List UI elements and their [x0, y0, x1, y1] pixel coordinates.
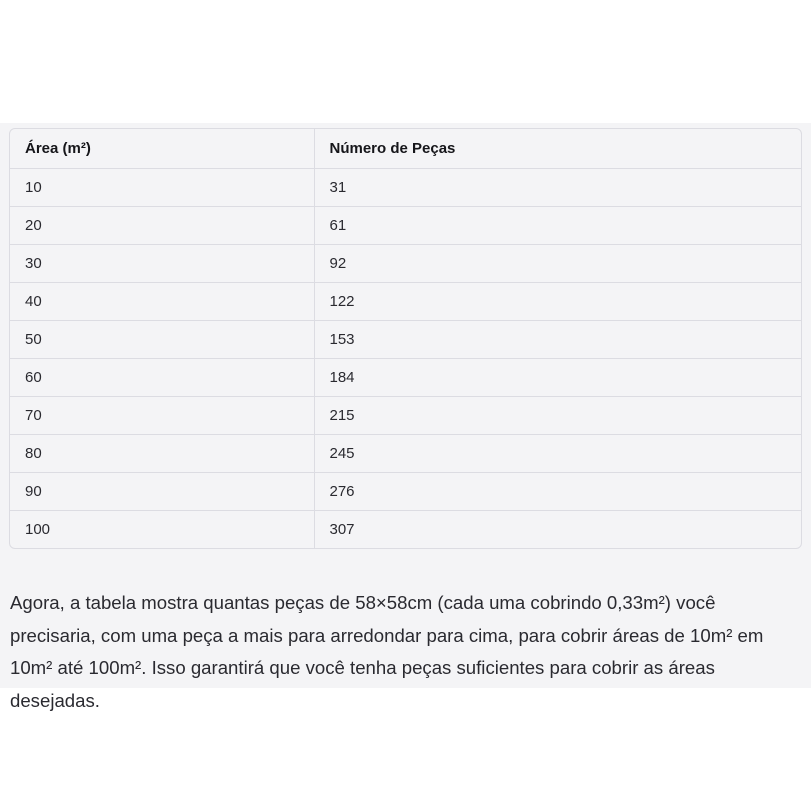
area-cell: 30	[10, 244, 314, 282]
area-cell: 100	[10, 510, 314, 548]
table-row	[10, 244, 801, 282]
pieces-cell: 276	[314, 472, 801, 510]
table-row	[10, 396, 801, 434]
column-header-pieces: Número de Peças	[314, 129, 801, 168]
assistant-message	[0, 123, 811, 711]
table-row	[10, 168, 801, 206]
pieces-cell: 245	[314, 434, 801, 472]
pieces-cell: 215	[314, 396, 801, 434]
pieces-cell: 184	[314, 358, 801, 396]
pieces-cell: 153	[314, 320, 801, 358]
area-cell: 10	[10, 168, 314, 206]
table-row	[10, 434, 801, 472]
pieces-cell: 61	[314, 206, 801, 244]
table-row	[10, 358, 801, 396]
area-cell: 90	[10, 472, 314, 510]
table-row	[10, 510, 801, 548]
table-row	[10, 206, 801, 244]
pieces-cell: 307	[329, 520, 355, 538]
area-cell: 80	[10, 434, 314, 472]
table-row	[10, 320, 801, 358]
area-cell: 60	[10, 358, 314, 396]
area-cell: 40	[10, 282, 314, 320]
area-cell: 50	[10, 320, 314, 358]
area-cell: 20	[10, 206, 314, 244]
area-pieces-table	[10, 129, 801, 548]
table-row	[10, 282, 801, 320]
table-header-row	[10, 129, 801, 168]
column-header-area: Área (m²)	[10, 129, 314, 168]
pieces-cell: 31	[314, 168, 801, 206]
summary-paragraph: Agora, a tabela mostra quantas peças de 58×58cm (cada uma cobrindo 0,33m²) você precisaria, com uma peça a mais para arredondar para cima, para cobrir áreas de 10m² em 10m² até 100m². Isso garantirá que você tenha peças suficientes para cobrir as áreas desejadas.	[10, 592, 764, 711]
data-table	[9, 128, 802, 549]
pieces-cell: 122	[314, 282, 801, 320]
table-row	[10, 472, 801, 510]
area-cell: 70	[10, 396, 314, 434]
pieces-cell: 92	[314, 244, 801, 282]
